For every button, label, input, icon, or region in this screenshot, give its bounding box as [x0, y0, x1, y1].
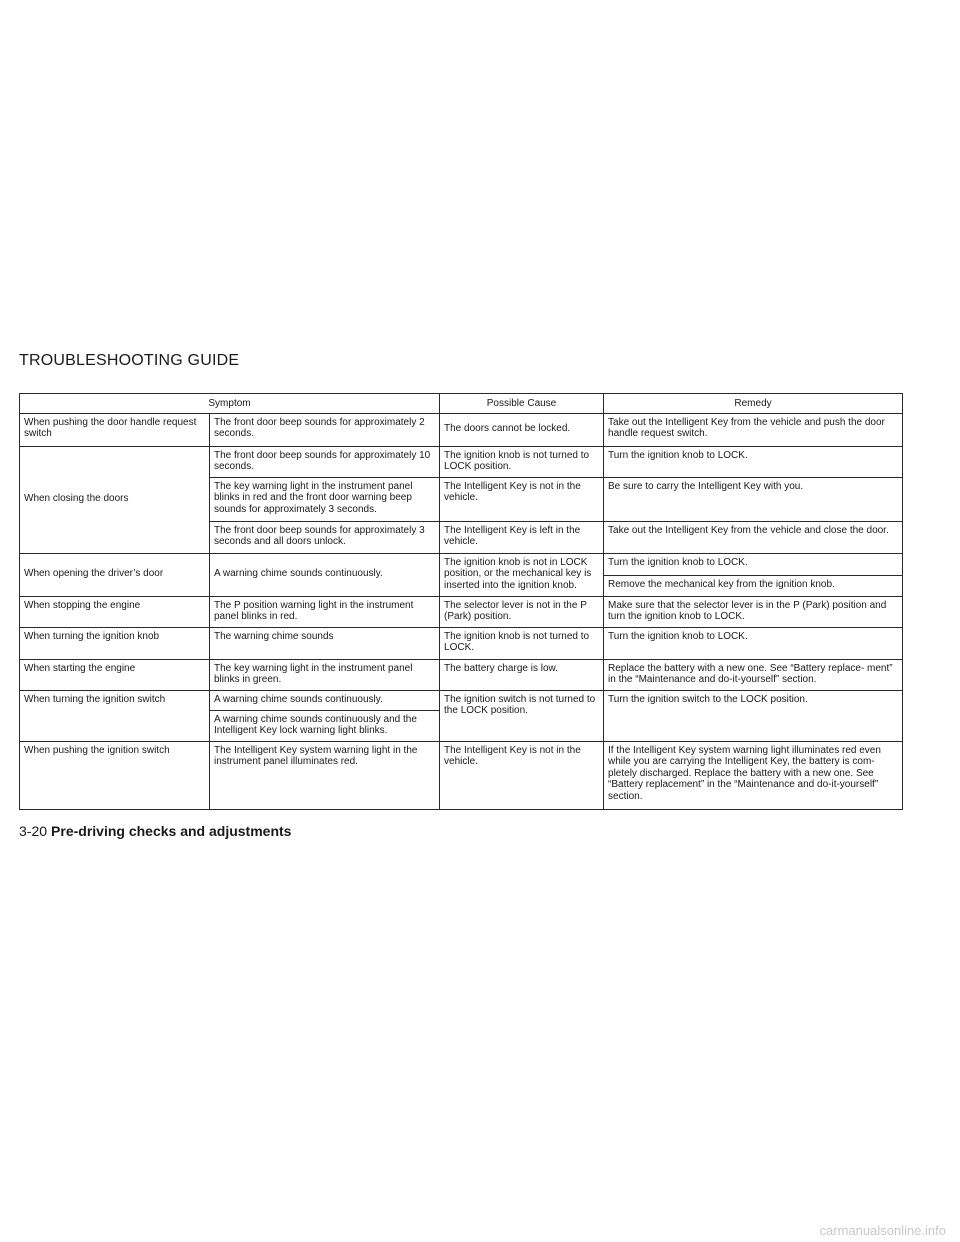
remedy-cell: Turn the ignition knob to LOCK.	[604, 553, 903, 575]
symptom-cell: A warning chime sounds continuously.	[210, 553, 440, 596]
cause-cell: The Intelligent Key is not in the vehicle.	[440, 477, 604, 521]
cause-cell: The ignition knob is not turned to LOCK position.	[440, 446, 604, 477]
troubleshooting-table	[19, 393, 903, 810]
header-remedy: Remedy	[604, 394, 903, 414]
symptom-cell: A warning chime sounds continuously and the Intelligent Key lock warning light blinks.	[210, 710, 440, 741]
symptom-cell: The key warning light in the instrument panel blinks in green.	[210, 659, 440, 690]
remedy-cell: Replace the battery with a new one. See “Battery replace- ment” in the “Maintenance and do-it-yourself” section.	[604, 659, 903, 690]
remedy-cell: Make sure that the selector lever is in the P (Park) position and turn the ignition knob to LOCK.	[604, 596, 903, 627]
remedy-cell: Turn the ignition knob to LOCK.	[604, 627, 903, 659]
table-row	[20, 596, 903, 627]
page-number: 3-20	[19, 823, 48, 839]
situation-cell: When opening the driver’s door	[20, 553, 210, 596]
symptom-cell: A warning chime sounds continuously.	[210, 690, 440, 710]
table-row	[20, 741, 903, 809]
table-row	[20, 553, 903, 575]
table-row	[20, 690, 903, 710]
remedy-cell: Turn the ignition switch to the LOCK position.	[604, 690, 903, 741]
symptom-cell: The front door beep sounds for approximately 2 seconds.	[210, 413, 440, 446]
symptom-cell: The front door beep sounds for approximately 10 seconds.	[210, 446, 440, 477]
situation-cell: When turning the ignition switch	[20, 690, 210, 741]
table-row	[20, 446, 903, 477]
watermark: carmanualsonline.info	[819, 1223, 946, 1238]
cause-cell: The selector lever is not in the P (Park) position.	[440, 596, 604, 627]
page-footer	[19, 823, 291, 839]
situation-cell: When stopping the engine	[20, 596, 210, 627]
situation-cell: When turning the ignition knob	[20, 627, 210, 659]
remedy-cell: Remove the mechanical key from the ignition knob.	[604, 575, 903, 596]
situation-cell: When starting the engine	[20, 659, 210, 690]
cause-cell: The Intelligent Key is not in the vehicle.	[440, 741, 604, 809]
table-row	[20, 627, 903, 659]
cause-cell: The Intelligent Key is left in the vehicle.	[440, 521, 604, 553]
cause-cell: The battery charge is low.	[440, 659, 604, 690]
symptom-cell: The front door beep sounds for approximately 3 seconds and all doors unlock.	[210, 521, 440, 553]
situation-cell: When closing the doors	[20, 446, 210, 553]
table-row	[20, 413, 903, 446]
remedy-cell: Take out the Intelligent Key from the vehicle and push the door handle request switch.	[604, 413, 903, 446]
cause-cell: The doors cannot be locked.	[440, 413, 604, 446]
remedy-cell: If the Intelligent Key system warning light illuminates red even while you are carrying the Intelligent Key, the battery is com- pletely discharged. Replace the battery with a new one. See “Battery replacement” in the “Maintenance and do-it-yourself” section.	[604, 741, 903, 809]
symptom-cell: The key warning light in the instrument panel blinks in red and the front door warning beep sounds for approximately 3 seconds.	[210, 477, 440, 521]
page-title: TROUBLESHOOTING GUIDE	[19, 352, 240, 369]
table-row	[20, 659, 903, 690]
remedy-cell: Turn the ignition knob to LOCK.	[604, 446, 903, 477]
situation-cell: When pushing the ignition switch	[20, 741, 210, 809]
section-title: Pre-driving checks and adjustments	[51, 823, 292, 839]
symptom-cell: The P position warning light in the instrument panel blinks in red.	[210, 596, 440, 627]
cause-cell: The ignition knob is not in LOCK position, or the mechanical key is inserted into the ignition knob.	[440, 553, 604, 596]
symptom-cell: The warning chime sounds	[210, 627, 440, 659]
cause-cell: The ignition knob is not turned to LOCK.	[440, 627, 604, 659]
remedy-cell: Be sure to carry the Intelligent Key with you.	[604, 477, 903, 521]
situation-cell: When pushing the door handle request switch	[20, 413, 210, 446]
symptom-cell: The Intelligent Key system warning light in the instrument panel illuminates red.	[210, 741, 440, 809]
table-header-row	[20, 394, 903, 414]
remedy-cell: Take out the Intelligent Key from the vehicle and close the door.	[604, 521, 903, 553]
cause-cell: The ignition switch is not turned to the LOCK position.	[440, 690, 604, 741]
header-symptom: Symptom	[20, 394, 440, 414]
header-possible-cause: Possible Cause	[440, 394, 604, 414]
